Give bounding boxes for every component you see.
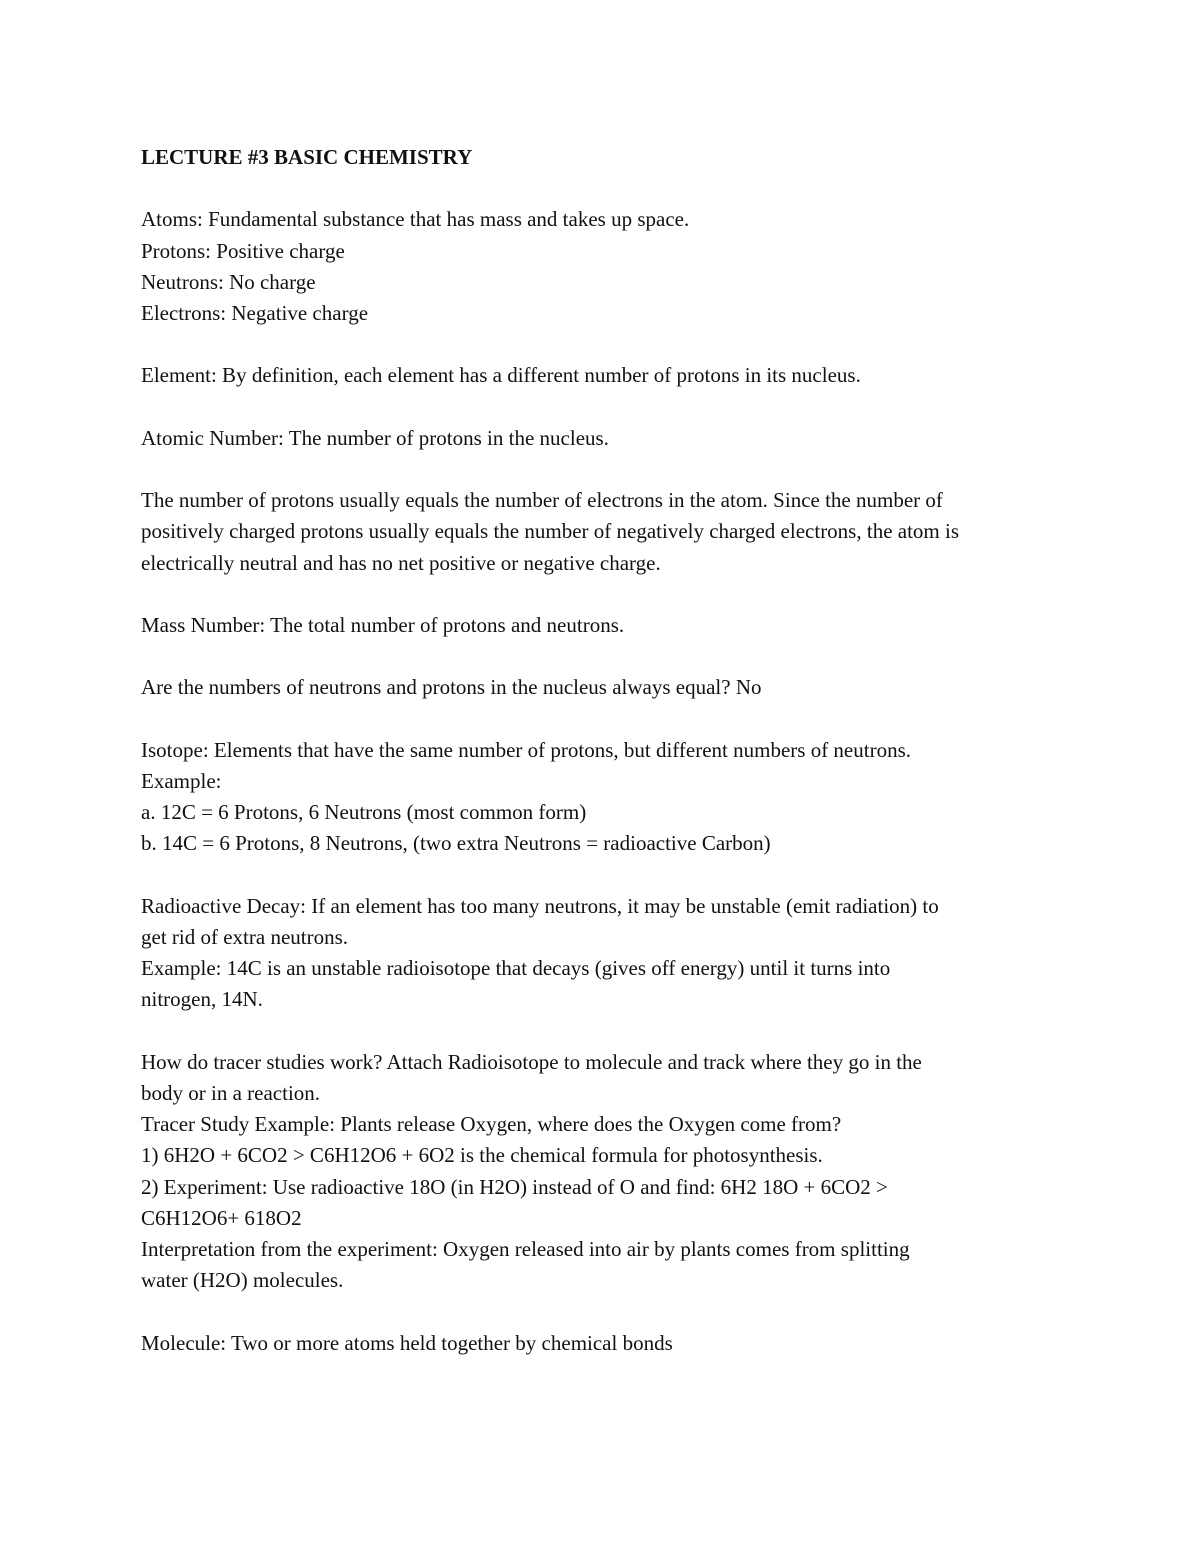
spacer — [141, 329, 1081, 360]
spacer — [141, 641, 1081, 672]
tracer-line-7: Interpretation from the experiment: Oxygen released into air by plants comes from splitting — [141, 1236, 910, 1261]
neutron-proton-question: Are the numbers of neutrons and protons in the nucleus always equal? No — [141, 675, 762, 700]
spacer — [141, 860, 1081, 891]
decay-line-1: Radioactive Decay: If an element has too many neutrons, it may be unstable (emit radiation) to — [141, 893, 939, 918]
isotope-example-a: a. 12C = 6 Protons, 6 Neutrons (most common form) — [141, 800, 587, 825]
spacer — [141, 579, 1081, 610]
document-page — [141, 142, 1081, 1359]
definition-atomic-number: Atomic Number: The number of protons in the nucleus. — [141, 425, 609, 450]
definition-isotope: Isotope: Elements that have the same number of protons, but different numbers of neutrons. — [141, 737, 912, 762]
definition-molecule: Molecule: Two or more atoms held together by chemical bonds — [141, 1330, 673, 1355]
spacer — [141, 1296, 1081, 1327]
neutral-atom-line-2: positively charged protons usually equals the number of negatively charged electrons, the atom is — [141, 519, 960, 544]
definition-neutrons: Neutrons: No charge — [141, 269, 316, 294]
spacer — [141, 1016, 1081, 1047]
tracer-line-3: Tracer Study Example: Plants release Oxygen, where does the Oxygen come from? — [141, 1112, 842, 1137]
tracer-line-5: 2) Experiment: Use radioactive 18O (in H2O) instead of O and find: 6H2 18O + 6CO2 > — [141, 1174, 888, 1199]
isotope-example-b: b. 14C = 6 Protons, 8 Neutrons, (two extra Neutrons = radioactive Carbon) — [141, 831, 771, 856]
spacer — [141, 392, 1081, 423]
tracer-line-1: How do tracer studies work? Attach Radioisotope to molecule and track where they go in the — [141, 1049, 922, 1074]
tracer-line-6: C6H12O6+ 618O2 — [141, 1205, 302, 1230]
definition-atoms: Atoms: Fundamental substance that has mass and takes up space. — [141, 207, 690, 232]
tracer-line-8: water (H2O) molecules. — [141, 1268, 344, 1293]
definition-protons: Protons: Positive charge — [141, 238, 345, 263]
decay-line-3: Example: 14C is an unstable radioisotope that decays (gives off energy) until it turns into — [141, 956, 891, 981]
decay-line-2: get rid of extra neutrons. — [141, 924, 349, 949]
decay-line-4: nitrogen, 14N. — [141, 987, 263, 1012]
tracer-line-2: body or in a reaction. — [141, 1080, 321, 1105]
definition-electrons: Electrons: Negative charge — [141, 301, 369, 325]
spacer — [141, 454, 1081, 485]
isotope-example-label: Example: — [141, 768, 222, 793]
spacer — [141, 704, 1081, 735]
definition-mass-number: Mass Number: The total number of protons and neutrons. — [141, 612, 625, 637]
neutral-atom-line-3: electrically neutral and has no net positive or negative charge. — [141, 550, 661, 575]
tracer-line-4: 1) 6H2O + 6CO2 > C6H12O6 + 6O2 is the chemical formula for photosynthesis. — [141, 1143, 823, 1168]
definition-element: Element: By definition, each element has a different number of protons in its nucleus. — [141, 363, 861, 388]
page-title: LECTURE #3 BASIC CHEMISTRY — [141, 145, 473, 169]
neutral-atom-line-1: The number of protons usually equals the number of electrons in the atom. Since the number of — [141, 488, 943, 513]
